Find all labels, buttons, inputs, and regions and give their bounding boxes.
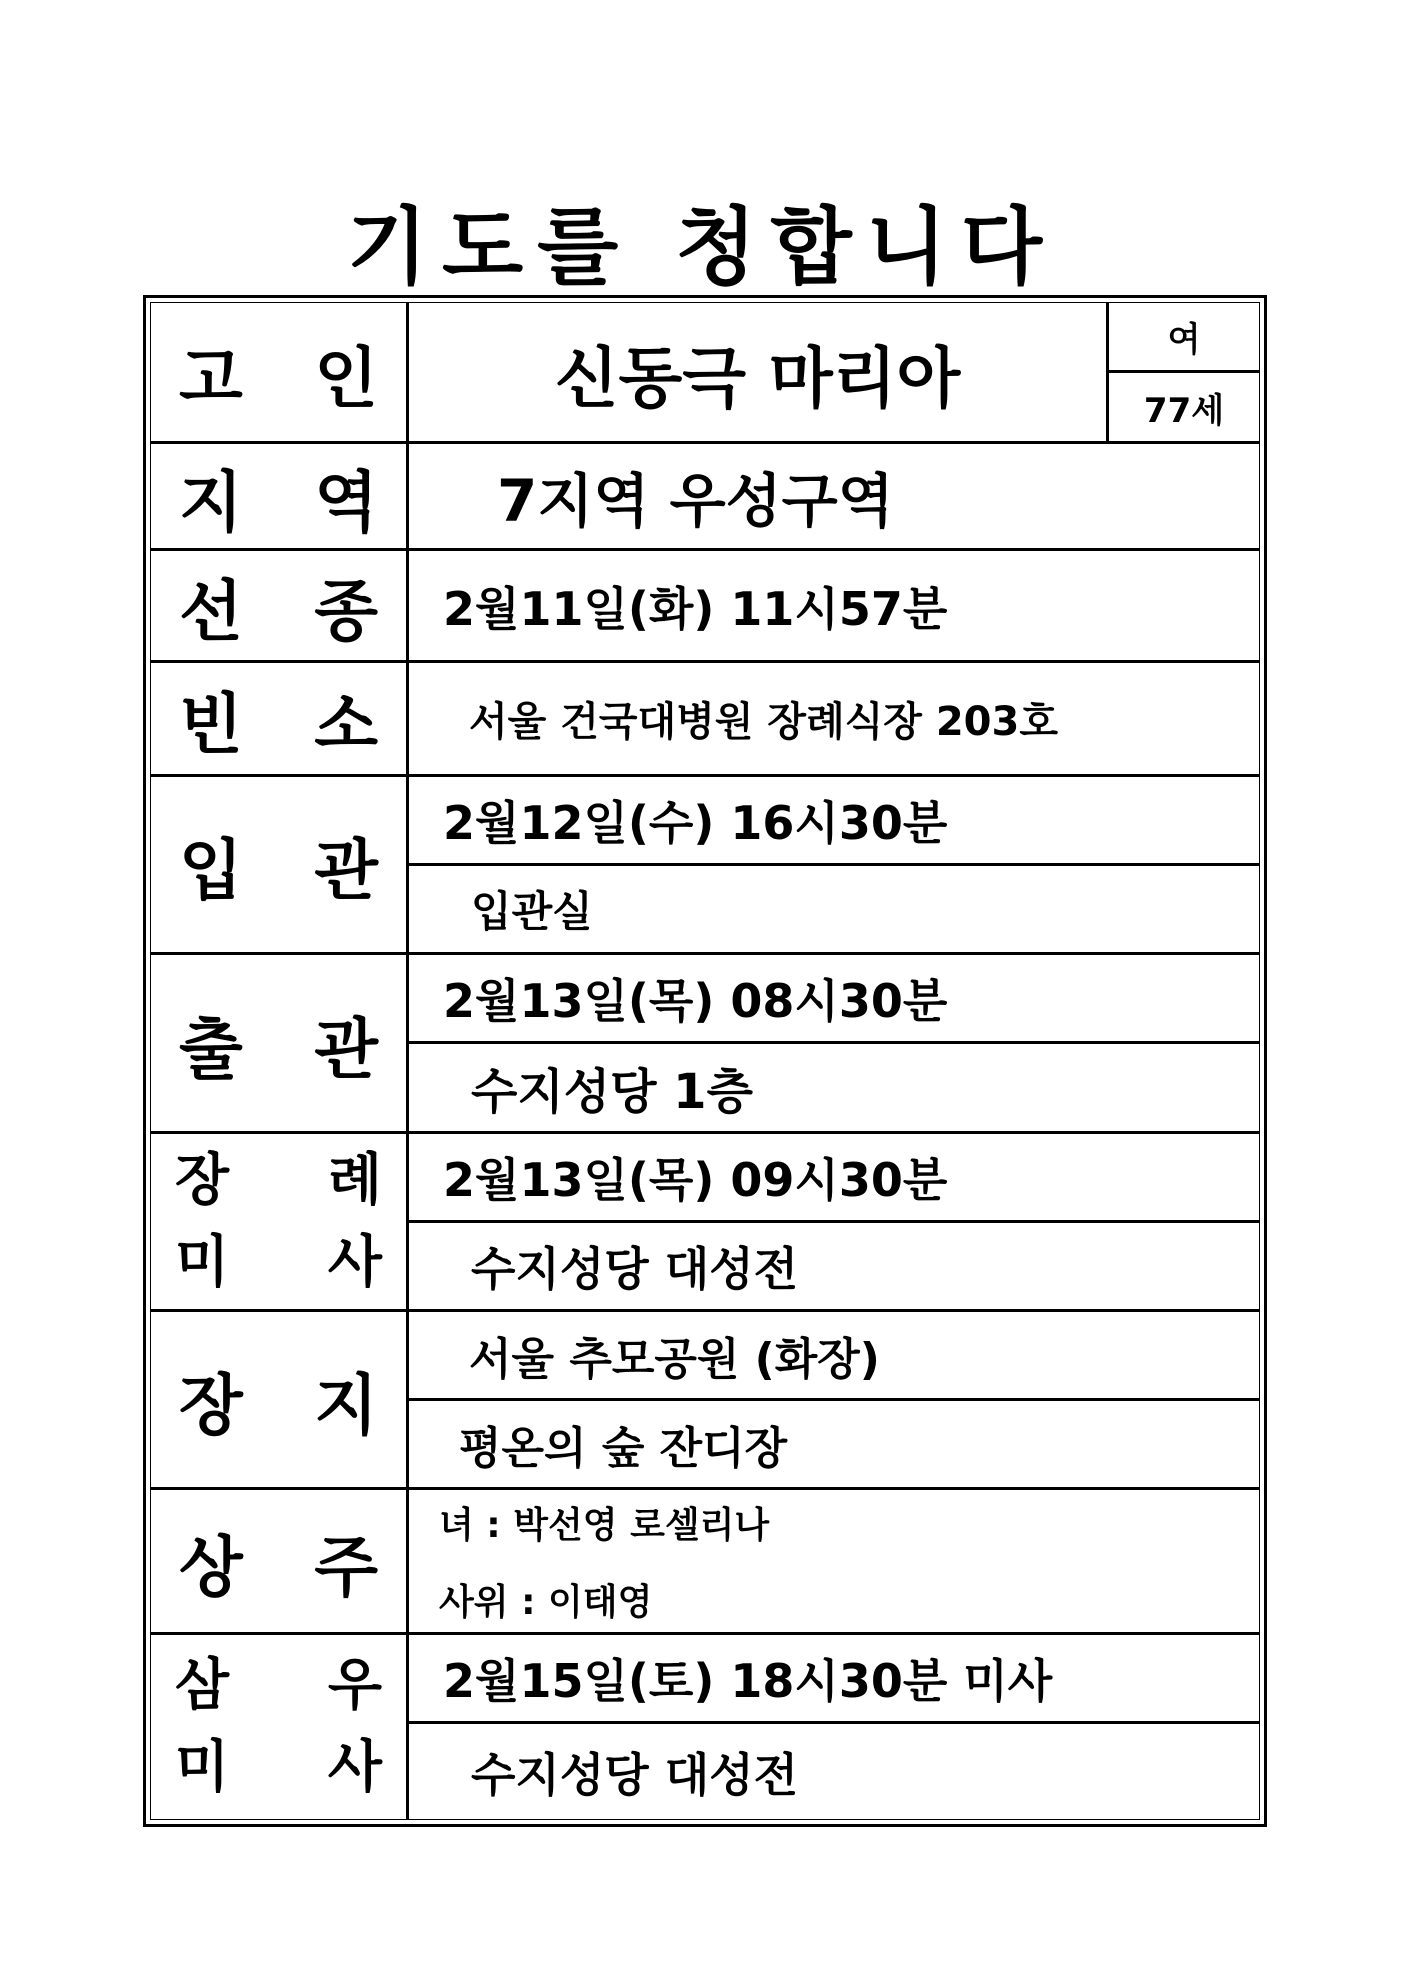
- burial-detail: 평온의 숲 잔디장: [409, 1401, 1259, 1490]
- deceased-name: 신동극 마리아: [409, 303, 1109, 444]
- encoffin-time: 2월12일(수) 16시30분: [409, 777, 1259, 866]
- encoffin-place: 입관실: [409, 866, 1259, 955]
- mourner-daughter: 녀 : 박선영 로셀리나: [439, 1505, 770, 1546]
- mourners-label: 상 주: [151, 1490, 409, 1635]
- deceased-gender: 여: [1109, 303, 1259, 373]
- page-title: 기도를 청합니다: [346, 198, 1057, 296]
- departure-label: 출 관: [151, 955, 409, 1134]
- funeral-mass-label: 장 례 미 사: [151, 1134, 409, 1312]
- burial-label: 장 지: [151, 1312, 409, 1490]
- obituary-table: [143, 295, 1267, 1827]
- mortuary-place: 서울 건국대병원 장례식장 203호: [409, 663, 1259, 777]
- third-day-mass-label: 삼 우 미 사: [151, 1635, 409, 1819]
- deceased-age: 77세: [1109, 373, 1259, 444]
- third-day-mass-time: 2월15일(토) 18시30분 미사: [409, 1635, 1259, 1724]
- region-label: 지 역: [151, 444, 409, 551]
- funeral-mass-time: 2월13일(목) 09시30분: [409, 1134, 1259, 1223]
- deceased-label: 고 인: [151, 303, 409, 444]
- mortuary-label: 빈 소: [151, 663, 409, 777]
- mourner-son-in-law: 사위 : 이태영: [439, 1582, 653, 1623]
- death-label: 선 종: [151, 551, 409, 663]
- funeral-mass-place: 수지성당 대성전: [409, 1223, 1259, 1312]
- encoffin-label: 입 관: [151, 777, 409, 955]
- region-value: 7지역 우성구역: [409, 444, 1259, 551]
- third-day-mass-place: 수지성당 대성전: [471, 1747, 799, 1802]
- burial-place: 서울 추모공원 (화장): [409, 1312, 1259, 1401]
- death-time: 2월11일(화) 11시57분: [409, 551, 1259, 663]
- mourners-list: [409, 1490, 1259, 1635]
- departure-place: 수지성당 1층: [409, 1044, 1259, 1134]
- departure-time: 2월13일(목) 08시30분: [409, 955, 1259, 1044]
